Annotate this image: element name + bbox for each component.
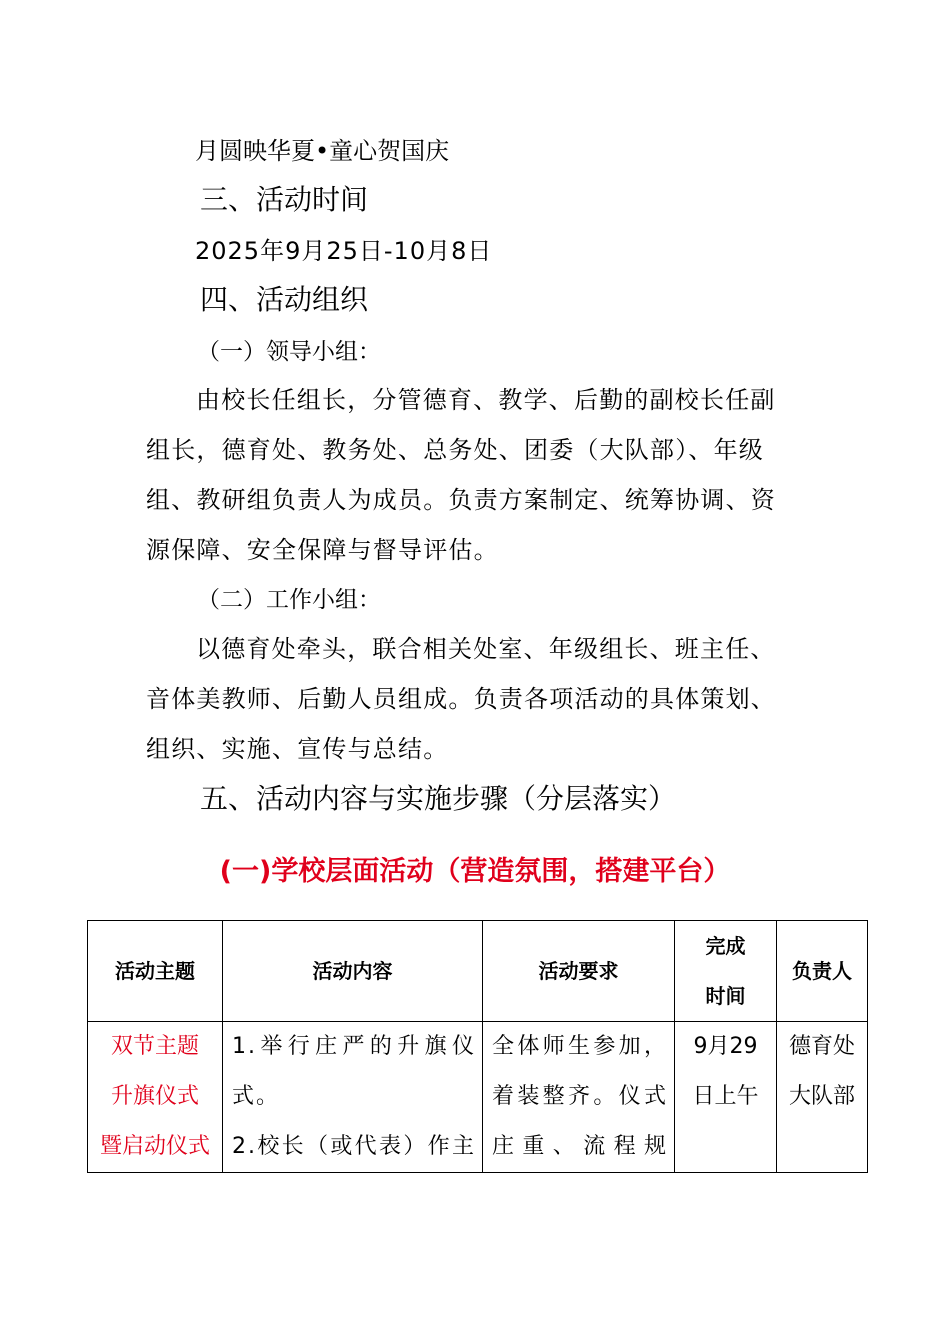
cell-requirement — [483, 1022, 675, 1173]
table-header-row — [88, 921, 868, 1022]
cell-line: 庄重、流程规 — [492, 1134, 668, 1159]
cell-theme — [88, 1022, 223, 1173]
cell-line: 德育处 — [788, 1034, 855, 1059]
cell-line: 着装整齐。仪式 — [492, 1084, 668, 1109]
leadership-group-heading: （一）领导小组： — [197, 339, 381, 365]
header-requirement: 活动要求 — [483, 921, 675, 1022]
header-time-line: 时间 — [705, 984, 746, 1008]
paragraph-line: 音体美教师、后勤人员组成。负责各项活动的具体策划、 — [146, 685, 776, 713]
section-5-title: 五、活动内容与实施步骤（分层落实） — [200, 782, 677, 815]
header-theme: 活动主题 — [88, 921, 223, 1022]
cell-line: 1.举行庄严的升旗仪 — [232, 1034, 476, 1059]
activity-date: 2025年9月25日-10月8日 — [195, 237, 493, 265]
cell-line: 暨启动仪式 — [99, 1134, 210, 1159]
cell-time — [675, 1022, 777, 1173]
paragraph-line: 以德育处牵头，联合相关处室、年级组长、班主任、 — [196, 635, 776, 663]
school-level-activities-title: (一)学校层面活动（营造氛围，搭建平台） — [219, 856, 731, 887]
cell-line: 日上午 — [692, 1084, 759, 1109]
header-content: 活动内容 — [223, 921, 483, 1022]
paragraph-line: 组织、实施、宣传与总结。 — [146, 735, 449, 763]
cell-line: 全体师生参加， — [492, 1034, 668, 1059]
work-group-heading: （二）工作小组： — [197, 587, 381, 613]
cell-line: 大队部 — [788, 1084, 855, 1109]
section-3-title: 三、活动时间 — [200, 183, 369, 216]
paragraph-line: 由校长任组长，分管德育、教学、后勤的副校长任副 — [196, 386, 776, 414]
header-time-line: 完成 — [705, 934, 746, 958]
cell-content — [223, 1022, 483, 1173]
header-completion-time — [675, 921, 777, 1022]
header-owner: 负责人 — [777, 921, 868, 1022]
paragraph-line: 组长，德育处、教务处、总务处、团委（大队部）、年级 — [146, 436, 764, 464]
table-row — [88, 1022, 868, 1173]
cell-line: 式。 — [232, 1084, 281, 1109]
paragraph-line: 组、教研组负责人为成员。负责方案制定、统筹协调、资 — [146, 486, 776, 514]
activity-table — [87, 920, 868, 1173]
cell-line: 2.校长（或代表）作主 — [232, 1134, 476, 1159]
cell-owner — [777, 1022, 868, 1173]
paragraph-line: 源保障、安全保障与督导评估。 — [146, 536, 499, 564]
cell-line: 9月29 — [693, 1034, 758, 1059]
section-4-title: 四、活动组织 — [200, 283, 369, 316]
cell-line: 双节主题 — [110, 1034, 199, 1059]
banner-line: 月圆映华夏•童心贺国庆 — [195, 137, 450, 165]
cell-line: 升旗仪式 — [110, 1084, 199, 1109]
